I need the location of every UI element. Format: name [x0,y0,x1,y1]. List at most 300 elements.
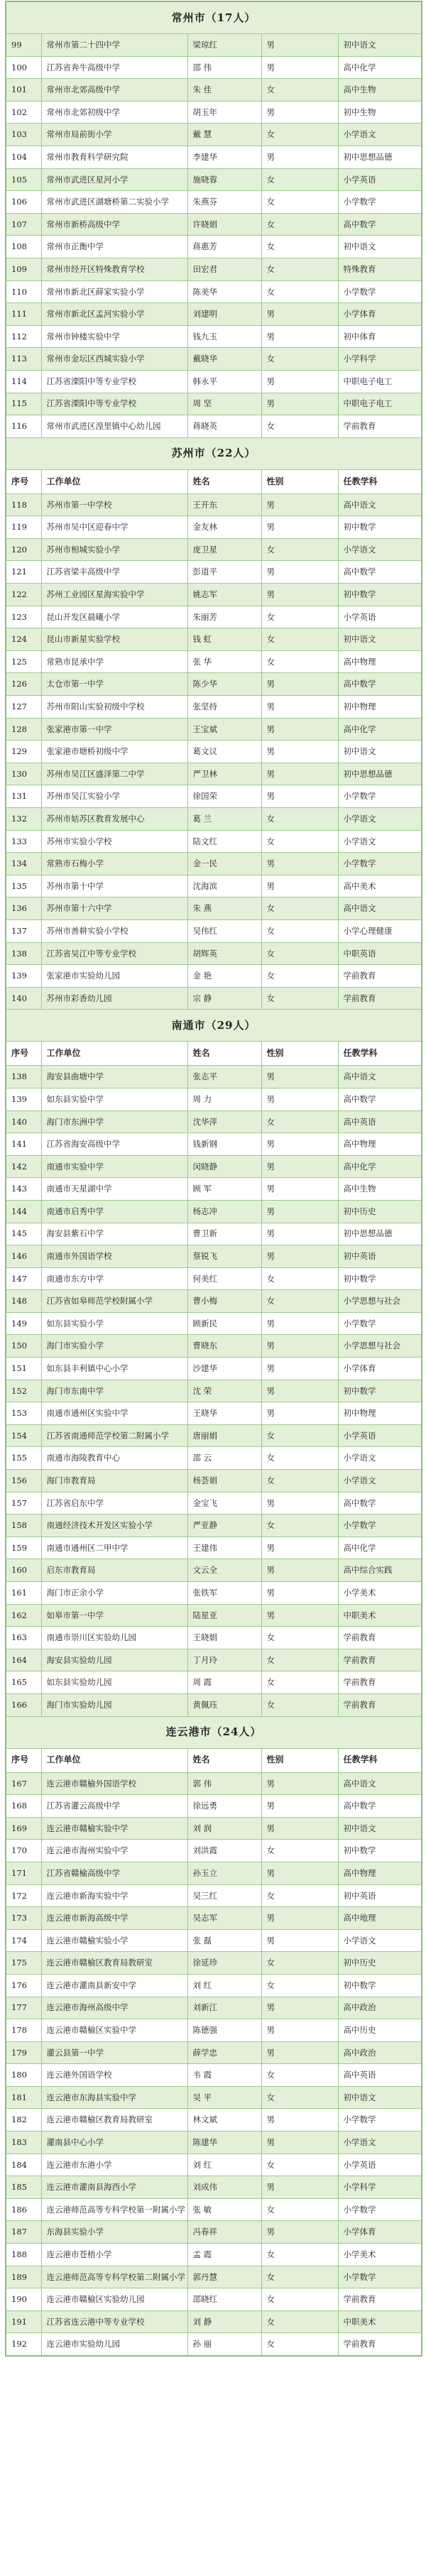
table-row [6,2288,422,2311]
cell-name: 严亚静 [187,1515,261,1537]
cell-index: 140 [6,987,41,1010]
cell-name: 邵晓红 [187,2288,261,2311]
cell-index: 100 [6,56,41,79]
cell-index: 130 [6,763,41,785]
table-row [6,1840,422,1862]
cell-name: 戴晓华 [187,348,261,371]
column-header: 性别 [261,1748,338,1772]
cell-workplace: 常州市新北区薛家实验小学 [41,280,187,303]
cell-name: 顾 军 [187,1178,261,1201]
table-row [6,919,422,942]
cell-workplace: 江苏省如皋师范学校附属小学 [41,1290,187,1313]
cell-workplace: 苏州市彩香幼儿园 [41,987,187,1010]
cell-gender: 女 [261,897,338,920]
cell-name: 蒋惠芳 [187,236,261,258]
cell-name: 吴 平 [187,2086,261,2109]
cell-subject: 学前教育 [338,415,422,438]
cell-index: 159 [6,1537,41,1559]
cell-workplace: 南通市崇川区实验幼儿园 [41,1627,187,1649]
cell-name: 邵 伟 [187,56,261,79]
cell-workplace: 江苏省南通师范学校第二附属小学 [41,1424,187,1447]
cell-subject: 小学语文 [338,1470,422,1492]
cell-gender: 女 [261,258,338,280]
cell-subject: 初中历史 [338,1952,422,1975]
cell-gender: 男 [261,1907,338,1930]
cell-index: 124 [6,628,41,651]
cell-subject: 初中数学 [338,1380,422,1402]
cell-index: 172 [6,1884,41,1907]
table-row [6,2041,422,2064]
cell-subject: 初中语文 [338,628,422,651]
cell-gender: 女 [261,1649,338,1671]
cell-name: 刘新江 [187,1997,261,2019]
cell-gender: 男 [261,1817,338,1840]
cell-subject: 高中历史 [338,2019,422,2042]
cell-index: 125 [6,650,41,673]
cell-gender: 男 [261,393,338,415]
cell-name: 刘 红 [187,2154,261,2176]
cell-index: 99 [6,34,41,57]
cell-workplace: 海门市东洲中学 [41,1110,187,1133]
cell-subject: 小学数学 [338,191,422,214]
cell-subject: 高中地理 [338,1907,422,1930]
section-title: 苏州市（22人） [6,437,422,469]
cell-gender: 女 [261,1884,338,1907]
cell-workplace: 常州市武进区湟里镇中心幼儿园 [41,415,187,438]
cell-workplace: 南通市启秀中学 [41,1200,187,1223]
table-row [6,1817,422,1840]
table-row [6,1997,422,2019]
cell-index: 155 [6,1447,41,1470]
table-row [6,303,422,326]
cell-gender: 男 [261,516,338,539]
cell-workplace: 苏州市实验小学校 [41,830,187,853]
column-header: 序号 [6,469,41,493]
cell-workplace: 江苏省启东中学 [41,1492,187,1515]
cell-workplace: 昆山开发区晨曦小学 [41,606,187,628]
column-header: 序号 [6,1042,41,1066]
table-row [6,1929,422,1952]
cell-gender: 男 [261,853,338,875]
cell-subject: 中职美术 [338,1604,422,1627]
cell-subject: 学前教育 [338,2288,422,2311]
cell-subject: 高中数学 [338,1795,422,1818]
cell-subject: 小学数学 [338,853,422,875]
cell-workplace: 如皋市第一中学 [41,1604,187,1627]
cell-gender: 男 [261,2176,338,2199]
cell-workplace: 苏州市第十中学 [41,875,187,897]
cell-index: 132 [6,808,41,831]
cell-gender: 男 [261,1559,338,1582]
cell-name: 钱 虹 [187,628,261,651]
cell-gender: 女 [261,124,338,146]
cell-name: 韩永平 [187,370,261,393]
cell-workplace: 连云港外国语学校 [41,2064,187,2087]
cell-index: 118 [6,493,41,516]
cell-index: 167 [6,1772,41,1795]
section-title-row [6,1010,422,1042]
cell-subject: 高中语文 [338,897,422,920]
cell-workplace: 常州市新桥高级中学 [41,213,187,236]
table-row [6,741,422,763]
cell-name: 孙 丽 [187,2333,261,2356]
cell-gender: 女 [261,808,338,831]
cell-subject: 小学语文 [338,1447,422,1470]
cell-name: 张 华 [187,650,261,673]
cell-index: 148 [6,1290,41,1313]
cell-gender: 女 [261,415,338,438]
cell-subject: 高中语文 [338,1066,422,1088]
table-row [6,1974,422,1997]
cell-name: 田宏君 [187,258,261,280]
cell-workplace: 常州市北郊高级中学 [41,79,187,102]
cell-subject: 学前教育 [338,2333,422,2356]
cell-gender: 男 [261,370,338,393]
cell-subject: 小学体育 [338,2221,422,2244]
cell-index: 161 [6,1582,41,1605]
cell-name: 黄佩珏 [187,1693,261,1716]
cell-name: 蔡锐飞 [187,1245,261,1268]
cell-gender: 男 [261,1862,338,1884]
table-row [6,1200,422,1223]
cell-index: 114 [6,370,41,393]
cell-index: 191 [6,2310,41,2333]
cell-index: 188 [6,2244,41,2266]
cell-subject: 特殊教育 [338,258,422,280]
cell-gender: 女 [261,79,338,102]
cell-workplace: 连云港市赣榆外国语学校 [41,1772,187,1795]
cell-gender: 女 [261,2266,338,2288]
cell-gender: 女 [261,1424,338,1447]
cell-gender: 男 [261,146,338,168]
cell-workplace: 连云港市赣榆区实验幼儿园 [41,2288,187,2311]
teacher-roster-table [5,1,422,2357]
column-header: 姓名 [187,1042,261,1066]
cell-subject: 高中政治 [338,1997,422,2019]
cell-name: 沈 荣 [187,1380,261,1402]
cell-index: 111 [6,303,41,326]
table-row [6,236,422,258]
table-row [6,1088,422,1110]
column-header: 工作单位 [41,1042,187,1066]
cell-gender: 女 [261,2064,338,2087]
cell-name: 张志平 [187,1066,261,1088]
cell-name: 张坚持 [187,696,261,719]
column-header: 工作单位 [41,1748,187,1772]
cell-index: 101 [6,79,41,102]
cell-index: 174 [6,1929,41,1952]
cell-name: 梁琼红 [187,34,261,57]
cell-name: 蒋晓英 [187,415,261,438]
cell-index: 107 [6,213,41,236]
cell-name: 闵晓静 [187,1155,261,1178]
cell-index: 106 [6,191,41,214]
cell-name: 沈华萍 [187,1110,261,1133]
cell-name: 丁月玲 [187,1649,261,1671]
cell-subject: 小学语文 [338,808,422,831]
cell-index: 183 [6,2132,41,2154]
cell-workplace: 南通市海陵教育中心 [41,1447,187,1470]
cell-index: 150 [6,1335,41,1358]
cell-gender: 女 [261,606,338,628]
cell-index: 179 [6,2041,41,2064]
cell-subject: 初中思想品德 [338,763,422,785]
table-row [6,561,422,584]
column-header: 姓名 [187,1748,261,1772]
cell-index: 185 [6,2176,41,2199]
cell-workplace: 连云港市苍梧小学 [41,2244,187,2266]
table-row [6,101,422,124]
cell-gender: 男 [261,741,338,763]
table-row [6,348,422,371]
cell-index: 104 [6,146,41,168]
table-row [6,34,422,57]
cell-name: 施晓蓉 [187,168,261,191]
cell-workplace: 常州市经开区特殊教育学校 [41,258,187,280]
cell-name: 金一民 [187,853,261,875]
cell-name: 何美红 [187,1267,261,1290]
cell-name: 邵 云 [187,1447,261,1470]
cell-name: 陈美华 [187,280,261,303]
cell-name: 刘 润 [187,1817,261,1840]
cell-subject: 初中思想品德 [338,146,422,168]
cell-subject: 初中思想品德 [338,1223,422,1245]
cell-gender: 男 [261,101,338,124]
cell-name: 曹小梅 [187,1290,261,1313]
cell-workplace: 江苏省奔牛高级中学 [41,56,187,79]
cell-name: 薛学忠 [187,2041,261,2064]
cell-gender: 女 [261,1110,338,1133]
table-row [6,853,422,875]
table-row [6,584,422,606]
table-row [6,1178,422,1201]
cell-gender: 男 [261,1155,338,1178]
table-row [6,763,422,785]
cell-subject: 高中数学 [338,561,422,584]
cell-subject: 高中物理 [338,1133,422,1156]
cell-name: 周 霞 [187,1671,261,1694]
column-header: 任教学科 [338,1748,422,1772]
cell-index: 143 [6,1178,41,1201]
table-row [6,1402,422,1425]
column-header: 姓名 [187,469,261,493]
cell-workplace: 海安县曲塘中学 [41,1066,187,1088]
roster-body [6,1,422,2356]
cell-subject: 小学语文 [338,830,422,853]
cell-gender: 男 [261,696,338,719]
cell-index: 102 [6,101,41,124]
cell-gender: 女 [261,1627,338,1649]
cell-subject: 学前教育 [338,987,422,1010]
table-row [6,1447,422,1470]
table-row [6,2086,422,2109]
cell-gender: 女 [261,2288,338,2311]
cell-index: 147 [6,1267,41,1290]
cell-gender: 男 [261,673,338,696]
cell-workplace: 南通市实验中学 [41,1155,187,1178]
cell-workplace: 如东县实验小学 [41,1312,187,1335]
cell-subject: 初中英语 [338,1884,422,1907]
cell-index: 178 [6,2019,41,2042]
cell-gender: 男 [261,2132,338,2154]
cell-subject: 初中生物 [338,101,422,124]
cell-index: 133 [6,830,41,853]
cell-workplace: 江苏省溧阳中等专业学校 [41,370,187,393]
cell-name: 周 坚 [187,393,261,415]
column-header: 工作单位 [41,469,187,493]
cell-name: 朱丽芳 [187,606,261,628]
cell-index: 146 [6,1245,41,1268]
cell-workplace: 连云港市灌南县海西小学 [41,2176,187,2199]
cell-name: 吴伟红 [187,919,261,942]
cell-name: 林文斌 [187,2109,261,2132]
section-title-row [6,1716,422,1748]
cell-subject: 高中英语 [338,2064,422,2087]
cell-subject: 高中综合实践 [338,1559,422,1582]
cell-gender: 男 [261,1604,338,1627]
cell-workplace: 南通市东方中学 [41,1267,187,1290]
cell-gender: 男 [261,1358,338,1380]
table-row [6,1627,422,1649]
table-row [6,1693,422,1716]
cell-gender: 男 [261,2041,338,2064]
cell-workplace: 连云港市新海高级中学 [41,1907,187,1930]
cell-gender: 女 [261,1671,338,1694]
document-page [5,0,421,2357]
cell-index: 121 [6,561,41,584]
cell-name: 孟 霞 [187,2244,261,2266]
table-row [6,875,422,897]
cell-name: 严卫林 [187,763,261,785]
cell-name: 张 磊 [187,1929,261,1952]
table-row [6,79,422,102]
column-header: 任教学科 [338,469,422,493]
table-row [6,1290,422,1313]
cell-gender: 女 [261,1840,338,1862]
cell-workplace: 常州市新北区孟河实验小学 [41,303,187,326]
table-row [6,393,422,415]
table-row [6,1649,422,1671]
cell-index: 131 [6,785,41,808]
cell-gender: 女 [261,2244,338,2266]
cell-subject: 初中物理 [338,696,422,719]
cell-gender: 男 [261,34,338,57]
cell-subject: 初中体育 [338,325,422,348]
section-title-row [6,437,422,469]
cell-workplace: 如东县实验幼儿园 [41,1671,187,1694]
section-title: 南通市（29人） [6,1010,422,1042]
cell-subject: 高中数学 [338,673,422,696]
cell-name: 葛文议 [187,741,261,763]
cell-gender: 男 [261,1795,338,1818]
cell-gender: 男 [261,561,338,584]
cell-name: 郭 伟 [187,1772,261,1795]
table-row [6,1537,422,1559]
cell-subject: 学前教育 [338,965,422,988]
cell-gender: 女 [261,1447,338,1470]
cell-gender: 男 [261,1492,338,1515]
cell-subject: 小学英语 [338,2154,422,2176]
cell-index: 166 [6,1693,41,1716]
cell-subject: 小学数学 [338,785,422,808]
cell-name: 顾新民 [187,1312,261,1335]
table-row [6,942,422,965]
cell-name: 宗 静 [187,987,261,1010]
cell-gender: 男 [261,1178,338,1201]
cell-workplace: 太仓市第一中学 [41,673,187,696]
cell-workplace: 连云港师范高等专科学校第一附属小学 [41,2198,187,2221]
cell-name: 胡玉年 [187,101,261,124]
cell-gender: 女 [261,213,338,236]
table-row [6,2132,422,2154]
cell-gender: 男 [261,1133,338,1156]
cell-subject: 小学美术 [338,1582,422,1605]
table-row [6,2310,422,2333]
cell-subject: 中职电子电工 [338,393,422,415]
cell-subject: 初中语文 [338,236,422,258]
cell-index: 157 [6,1492,41,1515]
cell-gender: 男 [261,584,338,606]
table-row [6,2221,422,2244]
table-row [6,1952,422,1975]
cell-subject: 高中语文 [338,493,422,516]
cell-index: 182 [6,2109,41,2132]
cell-name: 彭道平 [187,561,261,584]
cell-name: 朱燕芬 [187,191,261,214]
cell-subject: 小学思想与社会 [338,1335,422,1358]
cell-subject: 高中政治 [338,2041,422,2064]
cell-name: 王晓娟 [187,1627,261,1649]
cell-gender: 男 [261,493,338,516]
cell-index: 113 [6,348,41,371]
cell-name: 金 艳 [187,965,261,988]
cell-index: 184 [6,2154,41,2176]
cell-index: 135 [6,875,41,897]
cell-workplace: 苏州市相城实验小学 [41,538,187,561]
cell-index: 128 [6,718,41,741]
cell-gender: 男 [261,1380,338,1402]
table-row [6,1133,422,1156]
cell-gender: 男 [261,1772,338,1795]
table-row [6,370,422,393]
cell-workplace: 连云港师范高等专科学校第二附属小学 [41,2266,187,2288]
cell-workplace: 张家港市实验幼儿园 [41,965,187,988]
table-row [6,1424,422,1447]
cell-index: 129 [6,741,41,763]
cell-index: 192 [6,2333,41,2356]
cell-workplace: 江苏省连云港中等专业学校 [41,2310,187,2333]
cell-index: 138 [6,942,41,965]
cell-name: 徐延珍 [187,1952,261,1975]
cell-subject: 小学体育 [338,1358,422,1380]
cell-workplace: 苏州工业园区星海实验中学 [41,584,187,606]
cell-workplace: 海门市实验幼儿园 [41,1693,187,1716]
cell-name: 金友林 [187,516,261,539]
cell-index: 112 [6,325,41,348]
cell-workplace: 南通经济技术开发区实验小学 [41,1515,187,1537]
cell-index: 153 [6,1402,41,1425]
table-row [6,1245,422,1268]
table-row [6,830,422,853]
cell-index: 187 [6,2221,41,2244]
cell-index: 115 [6,393,41,415]
cell-gender: 男 [261,56,338,79]
cell-index: 173 [6,1907,41,1930]
cell-index: 136 [6,897,41,920]
cell-workplace: 常州市教育科学研究院 [41,146,187,168]
cell-index: 138 [6,1066,41,1088]
cell-gender: 男 [261,1929,338,1952]
